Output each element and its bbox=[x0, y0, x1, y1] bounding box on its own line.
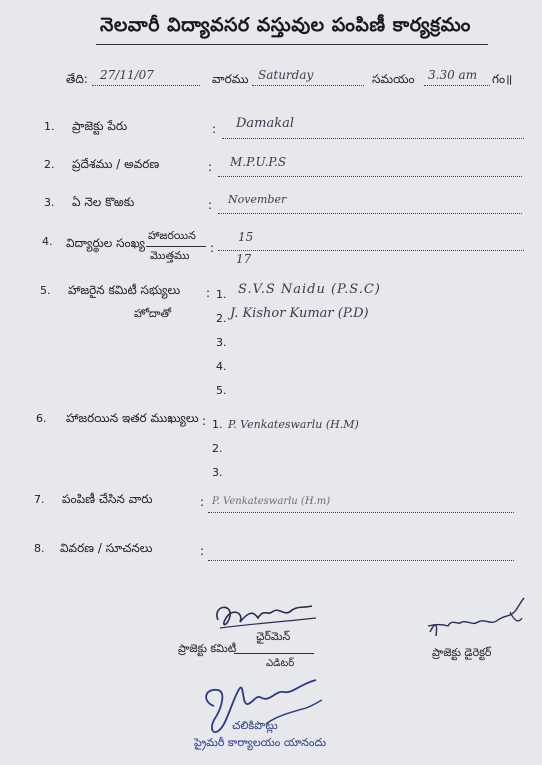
item-1-number: 1. bbox=[44, 120, 55, 133]
day-label: వారము bbox=[212, 72, 249, 86]
item-2-dotted-line bbox=[218, 176, 522, 177]
director-label: ప్రాజెక్టు డైరెక్టర్ bbox=[432, 646, 492, 659]
date-label: తేది: bbox=[66, 72, 88, 86]
item-8-label: వివరణ / సూచనలు bbox=[60, 541, 153, 555]
form-title: నెలవారీ విద్యావసర వస్తువుల పంపిణీ కార్యక్రమం bbox=[100, 14, 471, 36]
present-label: హాజరయిన bbox=[148, 229, 196, 242]
item-7-dotted-line bbox=[208, 512, 514, 513]
member-4-number: 4. bbox=[216, 360, 227, 373]
total-label: మొత్తము bbox=[150, 249, 190, 262]
item-3-number: 3. bbox=[44, 196, 55, 209]
day-dotted-line bbox=[252, 85, 364, 86]
member-2-value: J. Kishor Kumar (P.D) bbox=[230, 306, 369, 321]
time-dotted-line bbox=[424, 85, 490, 86]
item-4-colon: : bbox=[210, 241, 215, 255]
other-2-number: 2. bbox=[212, 442, 223, 455]
present-value: 15 bbox=[238, 230, 254, 244]
item-2-value: M.P.U.P.S bbox=[230, 155, 287, 169]
committee-label: ప్రాజెక్టు కమిటీ bbox=[178, 642, 237, 655]
day-value: Saturday bbox=[258, 68, 314, 82]
item-4-label: విద్యార్థుల సంఖ్య bbox=[66, 236, 146, 250]
item-5-colon: : bbox=[206, 286, 211, 300]
item-6-number: 6. bbox=[36, 412, 47, 425]
time-value: 3.30 am bbox=[428, 68, 478, 82]
chairman-title: ఛైర్‌మెన్ bbox=[256, 630, 291, 643]
other-1-value: P. Venkateswarlu (H.M) bbox=[228, 418, 359, 431]
item-8-number: 8. bbox=[34, 542, 45, 555]
item-4-dotted-line bbox=[218, 250, 524, 251]
item-7-label: పంపిణీ చేసిన వారు bbox=[62, 492, 153, 506]
other-3-number: 3. bbox=[212, 466, 223, 479]
date-dotted-line bbox=[92, 85, 200, 86]
item-7-colon: : bbox=[200, 495, 205, 509]
other-1-number: 1. bbox=[212, 418, 223, 431]
item-2-label: ప్రదేశము / అవరణ bbox=[72, 157, 160, 171]
item-3-value: November bbox=[228, 193, 287, 206]
item-6-label: హాజరయిన ఇతర ముఖ్యులు bbox=[66, 411, 199, 425]
stamp-top-text: చలికిపొట్లు bbox=[232, 719, 278, 732]
title-underline bbox=[96, 44, 488, 45]
item-7-number: 7. bbox=[34, 493, 45, 506]
member-2-number: 2. bbox=[216, 312, 227, 325]
time-label: సమయం bbox=[372, 72, 415, 86]
hours-label: గం॥ bbox=[492, 72, 513, 86]
item-5-label: హాజరైన కమిటీ సభ్యులు bbox=[68, 283, 181, 297]
item-2-colon: : bbox=[208, 160, 213, 174]
item-8-colon: : bbox=[200, 544, 205, 558]
item-5-number: 5. bbox=[40, 284, 51, 297]
item-1-colon: : bbox=[212, 122, 217, 136]
member-3-number: 3. bbox=[216, 336, 227, 349]
member-5-number: 5. bbox=[216, 384, 227, 397]
member-1-value: S.V.S Naidu (P.S.C) bbox=[238, 282, 381, 297]
director-signature bbox=[424, 596, 528, 642]
item-5-sub-label: హోదాతో bbox=[134, 307, 172, 320]
item-7-value: P. Venkateswarlu (H.m) bbox=[212, 496, 331, 507]
item-3-dotted-line bbox=[218, 213, 522, 214]
item-6-colon: : bbox=[202, 414, 207, 428]
item-1-dotted-line bbox=[222, 138, 524, 139]
editor-label: ఎడిటర్ bbox=[266, 658, 295, 669]
item-3-label: ఏ నెల కొఱకు bbox=[72, 195, 135, 209]
fraction-bar bbox=[146, 246, 206, 247]
chairman-rule bbox=[234, 653, 314, 654]
item-1-label: ప్రాజెక్టు పేరు bbox=[72, 119, 128, 133]
item-3-colon: : bbox=[208, 198, 213, 212]
member-1-number: 1. bbox=[216, 288, 227, 301]
date-value: 27/11/07 bbox=[100, 68, 154, 82]
item-1-value: Damakal bbox=[236, 116, 295, 131]
stamp-bottom-text: ప్రైమరీ కార్యాలయం యానందు bbox=[194, 736, 327, 749]
total-value: 17 bbox=[236, 252, 252, 266]
item-4-number: 4. bbox=[42, 235, 53, 248]
item-8-dotted-line bbox=[208, 560, 514, 561]
item-2-number: 2. bbox=[44, 158, 55, 171]
